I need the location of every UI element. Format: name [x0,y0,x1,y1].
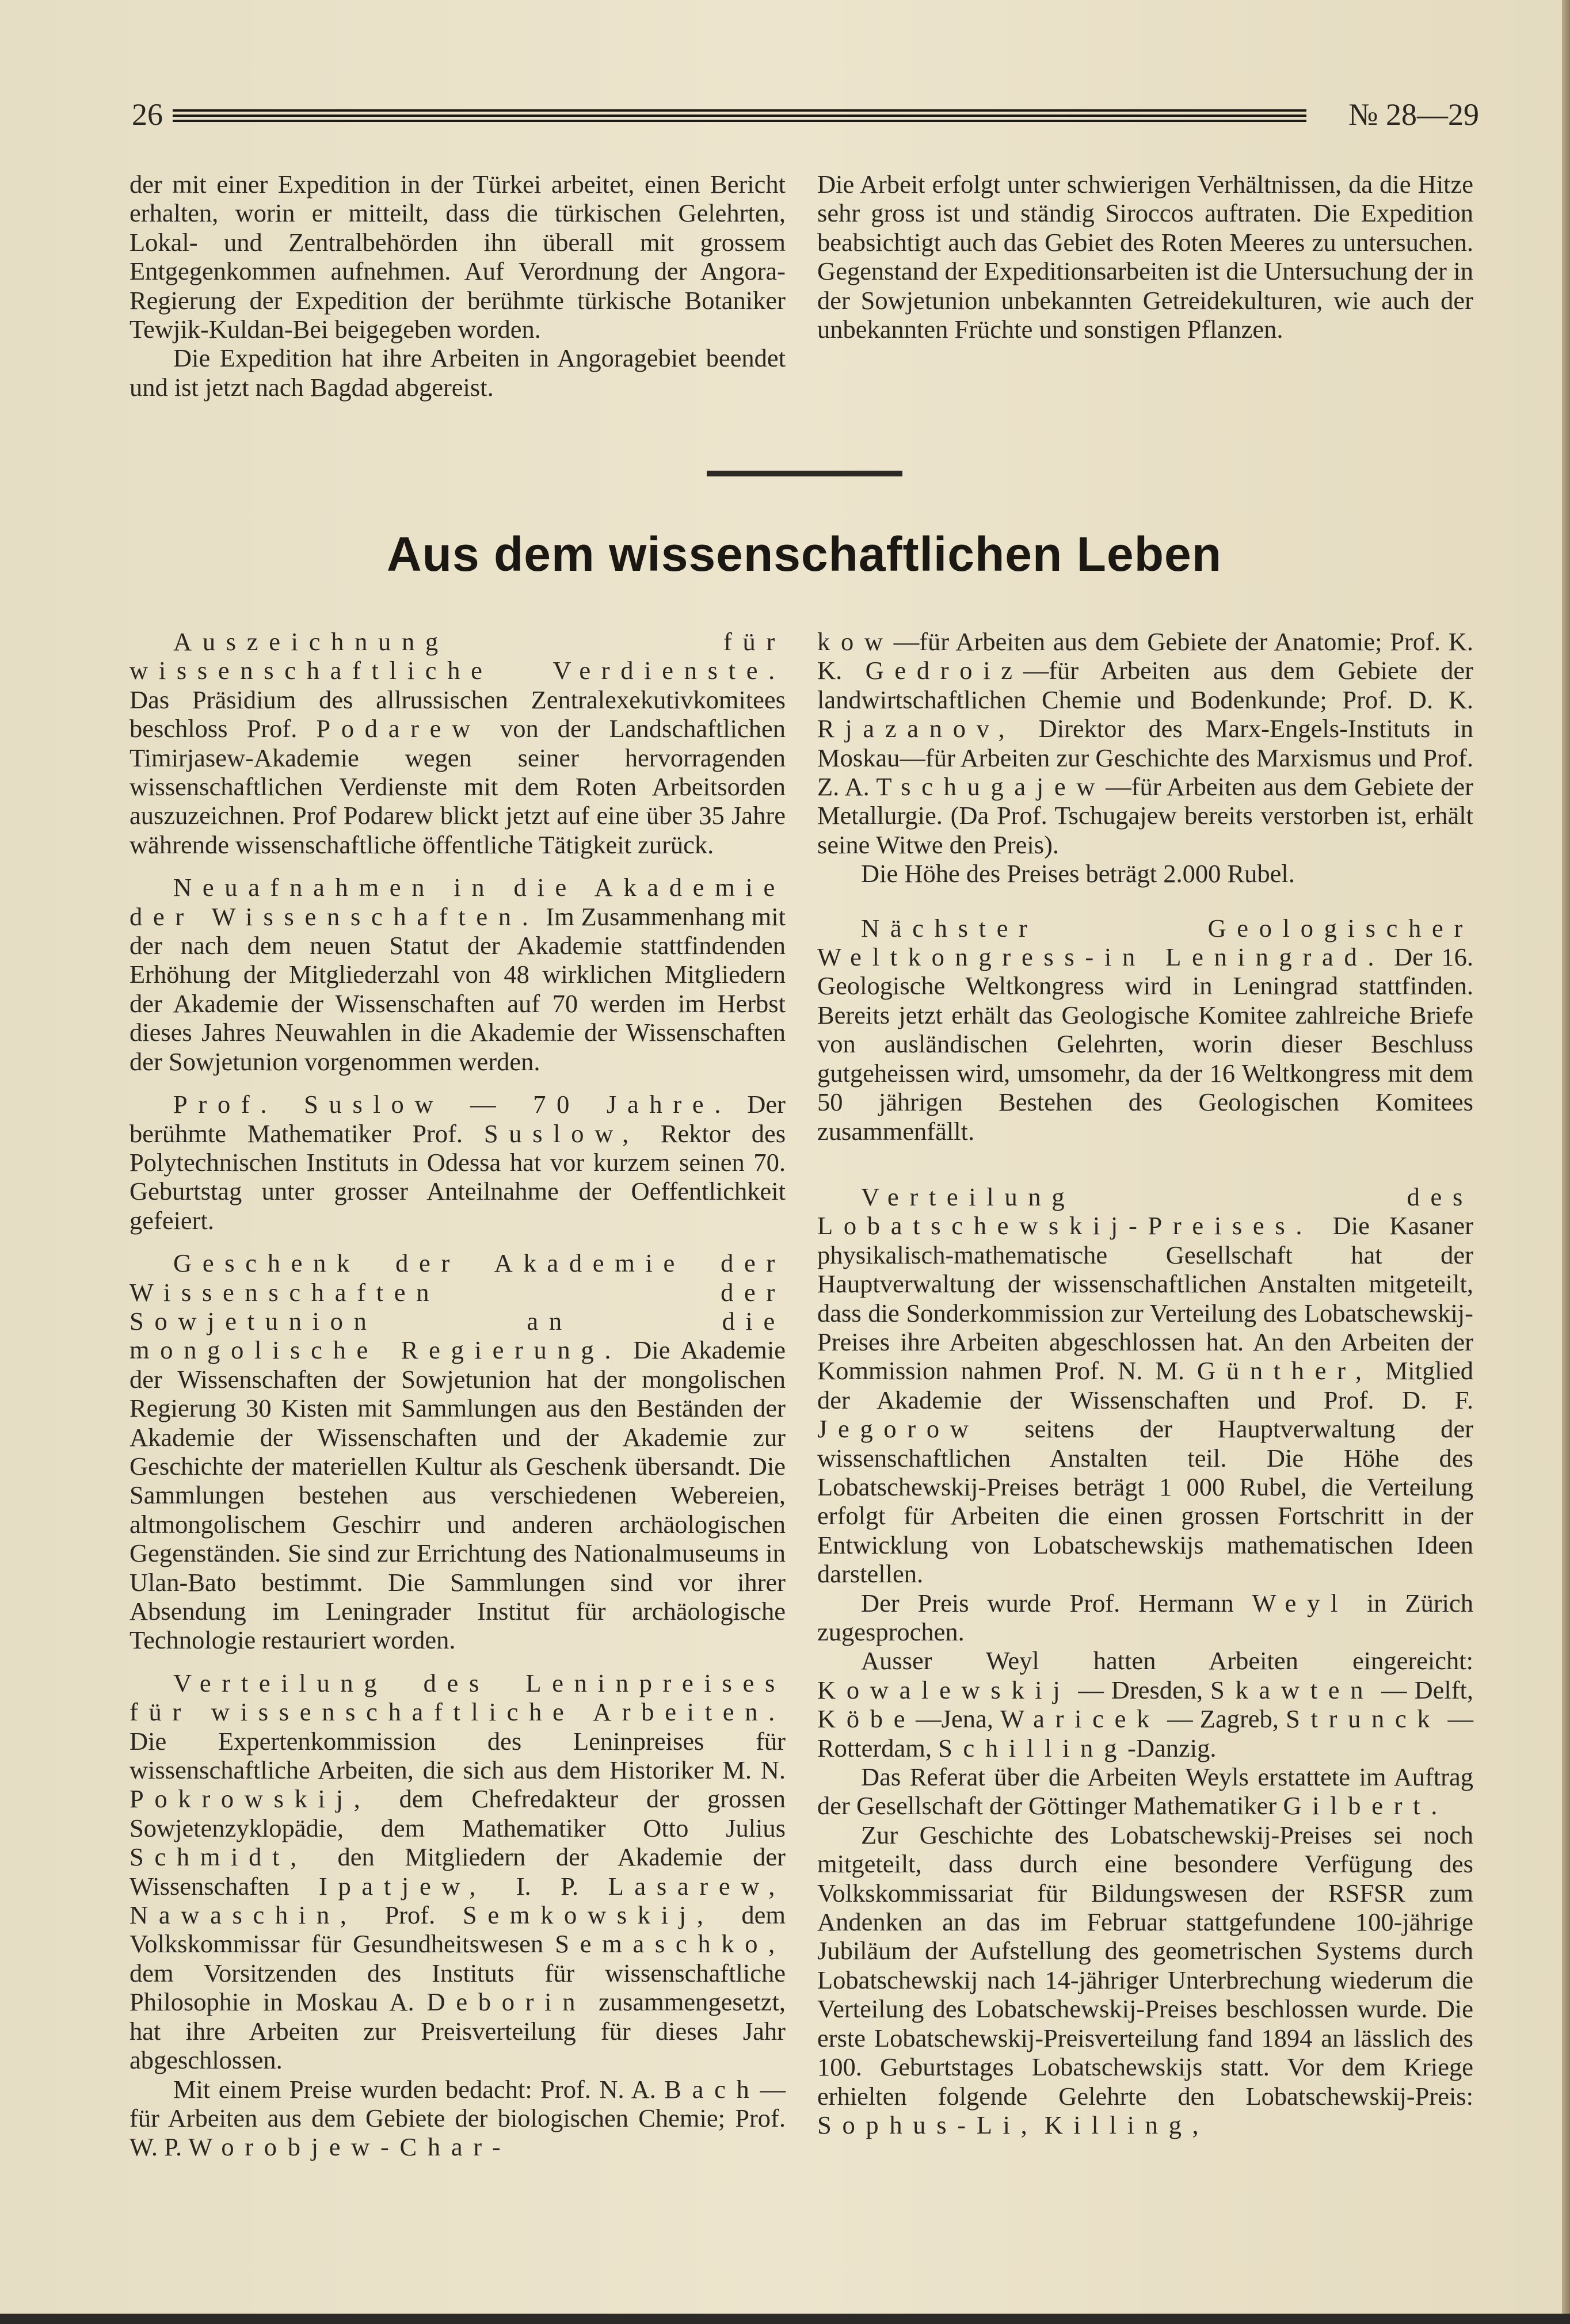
person-name: kow [817,627,894,656]
person-name: Waricek [1000,1704,1160,1734]
article-paragraph: Verteilung des Lobatschewskij-Preises. Die Kasaner physikalisch-mathematische Gesellschaft hat der Hauptverwaltung der wissenschaftlichen Anstalten mitgeteilt, dass die Sonderkommission zur Verteilung des Lobatschewskij-Preises ihre Arbeiten abgeschlossen hat. An den Arbeiten der Kommission nahmen Prof. N. M. Günther, Mitglied der Akademie der Wissenschaften und Prof. D. F. Jegorow seitens der Hauptverwaltung der wissenschaftlichen Anstalten teil. Die Höhe des Lobatschewskij-Preises beträgt 1 000 Rubel, die Verteilung erfolgt für Arbeiten die einen grossen Fortschritt in der Entwicklung von Lobatschewskijs mathematischen Ideen darstellen. [817,1182,1474,1589]
right-column [817,627,1473,2139]
article-paragraph: Auszeichnung für wissenschaftliche Verdienste. Das Präsidium des allrussischen Zentralexekutivkomitees beschloss Prof. Podarew von der Landschaftlichen Timirjasew-Akademie wegen seiner hervorragenden wissenschaftlichen Verdienste mit dem Roten Arbeitsorden auszuzeichnen. Prof Podarew blickt jetzt auf eine über 35 Jahre währende wissenschaftliche öffentliche Tätigkeit zurück. [129,627,786,859]
person-name: Tschugajew [876,772,1106,802]
person-name: Deborin [426,1987,586,2017]
person-name: Lasarew, [608,1871,786,1901]
article-title: Nächster Geologischer Weltkongress-in Leningrad. [817,913,1473,972]
person-name: Schilling [938,1733,1128,1762]
page-header [129,97,1479,137]
article-paragraph: Mit einem Preise wurden bedacht: Prof. N. A. Bach—für Arbeiten aus dem Gebiete der biologischen Chemie; Prof. W. P. Worobjew-Char- [129,2074,786,2162]
person-name: Pokrowskij, [129,1784,371,1814]
person-name: Günther, [1197,1356,1373,1386]
article-paragraph: kow—für Arbeiten aus dem Gebiete der Anatomie; Prof. K. K. Gedroiz—für Arbeiten aus dem Gebiete der landwirtschaftlichen Chemie und Bodenkunde; Prof. D. K. Rjazanov, Direktor des Marx-Engels-Instituts in Moskau—für Arbeiten zur Geschichte des Marxismus und Prof. Z. A. Tschugajew—für Arbeiten aus dem Gebiete der Metallurgie. (Da Prof. Tschugajew bereits verstorben ist, erhält seine Witwe den Preis). [817,627,1474,859]
person-name: Schmidt, [129,1842,307,1872]
section-divider [707,471,902,476]
person-name: Bach [664,2074,760,2104]
person-name: Skawten [1210,1675,1374,1704]
issue-number: № 28—29 [1348,97,1479,132]
person-name: Semkowskij, [462,1901,714,1930]
article-title: Neuafnahmen in die Akademie der Wissenschaften. [129,873,786,931]
section-heading: Aus dem wissenschaftlichen Leben [386,527,1222,581]
article-title: Auszeichnung für wissenschaftliche Verdienste. [129,627,786,685]
person-name: Köbe [817,1704,916,1734]
person-name: Sophus-Li, [817,2110,1038,2139]
article-paragraph: Neuafnahmen in die Akademie der Wissenschaften. Im Zusammenhang mit der nach dem neuen Statut der Akademie stattfindenden Erhöhung der Mitgliederzahl von 48 wirklichen Mitgliedern der Akademie der Wissenschaften auf 70 werden im Herbst dieses Jahres Neuwahlen in die Akademie der Wissenschaften der Sowjetunion vorgenommen werden. [129,873,786,1076]
article-title: Verteilung des Lobatschewskij-Preises. [817,1182,1473,1241]
person-name: Kowalewskij [817,1675,1071,1704]
paragraph: Die Arbeit erfolgt unter schwierigen Verhältnissen, da die Hitze sehr gross ist und ständig Siroccos auftraten. Die Expedition beabsichtigt auch das Gebiet des Roten Meeres zu untersuchen. Gegenstand der Expeditionsarbeiten ist die Untersuchung der in der Sowjetunion unbekannten Getreidekulturen, wie auch der unbekannten Früchte und sonstigen Pflanzen. [817,170,1473,344]
person-name: Jegorow [817,1414,980,1444]
left-column [129,627,786,2162]
person-name: Worobjew-Char- [188,2132,512,2162]
person-name: Ipatjew, [318,1871,487,1901]
article-paragraph: Nächster Geologischer Weltkongress-in Leningrad. Der 16. Geologische Weltkongress wird in Leningrad stattfinden. Bereits jetzt erhält das Geologische Komitee zahlreiche Briefe von ausländischen Gelehrten, worin dieser Beschluss gutgeheissen wird, umsomehr, da der 16 Weltkongress mit dem 50 jährigen Bestehen des Geologischen Komitees zusammenfällt. [817,913,1473,1146]
article-paragraph: Der Preis wurde Prof. Hermann Weyl in Zürich zugesprochen. [817,1588,1474,1646]
person-name: Podarew [316,714,481,743]
article-paragraph: Prof. Suslow — 70 Jahre. Der berühmte Mathematiker Prof. Suslow, Rektor des Polytechnischen Instituts in Odessa hat vor kurzem seinen 70. Geburtstag unter grosser Anteilnahme der Oeffentlichkeit gefeiert. [129,1090,786,1235]
person-name: Rjazanov, [817,714,1016,743]
paragraph: der mit einer Expedition in der Türkei arbeitet, einen Bericht erhalten, worin er mitteilt, dass die türkischen Gelehrten, Lokal- und Zentralbehörden ihn überall mit grossem Entgegenkommen aufnehmen. Auf Verordnung der Angora-Regierung der Expedition der berühmte türkische Botaniker Tewjik-Kuldan-Bei beigegeben worden. [129,170,786,344]
page-number: 26 [132,97,163,132]
person-name: Gedroiz [865,656,1023,685]
paragraph: Die Expedition hat ihre Arbeiten in Angoragebiet beendet und ist jetzt nach Bagdad abgereist. [129,344,786,402]
article-paragraph: Geschenk der Akademie der Wissenschaften der Sowjetunion an die mongolische Regierung. Die Akademie der Wissenschaften der Sowjetunion hat der mongolischen Regierung 30 Kisten mit Sammlungen aus den Beständen der Akademie der Wissenschaften und der Akademie zur Geschichte der materiellen Kultur als Geschenk übersandt. Die Sammlungen bestehen aus verschiedenen Webereien, altmongolischem Geschirr und anderen archäologischen Gegenständen. Sie sind zur Errichtung des Nationalmuseums in Ulan-Bato bestimmt. Die Sammlungen sind vor ihrer Absendung im Leningrader Institut für archäologische Technologie restauriert worden. [129,1249,786,1655]
page-edge [1562,0,1570,2324]
person-name: Killing, [1044,2110,1210,2139]
page-bottom-edge [0,2314,1570,2324]
header-rule [173,109,1306,112]
article-title: Verteilung des Leninpreises für wissenschaftliche Arbeiten. [129,1668,786,1727]
article-paragraph: Verteilung des Leninpreises für wissenschaftliche Arbeiten. Die Expertenkommission des Leninpreises für wissenschaftliche Arbeiten, die sich aus dem Historiker M. N. Pokrowskij, dem Chefredakteur der grossen Sowjetenzyklopädie, dem Mathematiker Otto Julius Schmidt, den Mitgliedern der Akademie der Wissenschaften Ipatjew, I. P. Lasarew, Nawaschin, Prof. Semkowskij, dem Volkskommissar für Gesundheitswesen Semaschko, dem Vorsitzenden des Instituts für wissenschaftliche Philosophie in Moskau A. Deborin zusammengesetzt, hat ihre Arbeiten zur Preisverteilung für dieses Jahr abgeschlossen. [129,1668,786,2075]
person-name: Strunck [1286,1704,1441,1734]
top-right-column [817,170,1473,344]
person-name: Suslow, [483,1119,639,1148]
article-paragraph: Die Höhe des Preises beträgt 2.000 Rubel. [861,859,1295,888]
person-name: Gilbert. [1283,1791,1449,1821]
article-paragraph: Das Referat über die Arbeiten Weyls erstattete im Auftrag der Gesellschaft der Göttinger Mathematiker Gilbert. [817,1762,1473,1821]
top-left-column [129,170,786,402]
article-title: Prof. Suslow — 70 Jahre. [173,1090,732,1119]
person-name: Semaschko, [555,1929,786,1959]
person-name: Weyl [1252,1588,1349,1617]
person-name: Nawaschin, [129,1901,357,1930]
article-title: Geschenk der Akademie der Wissenschaften der Sowjetunion an die mongolische Regierung. [129,1249,786,1365]
article-paragraph: Zur Geschichte des Lobatschewskij-Preises sei noch mitgeteilt, dass durch eine besondere Verfügung des Volkskommissariat für Bildungswesen der RSFSR zum Andenken an das im Februar stattgefundene 100-jährige Jubiläum der Aufstellung des geometrischen Systems durch Lobatschewskij nach 14-jähriger Unterbrechung wiederum die Verteilung des Lobatschewskij-Preises beschlossen wurde. Die erste Lobatschewskij-Preisverteilung fand 1894 an lässlich des 100. Geburtstages Lobatschewskijs statt. Vor dem Kriege erhielten folgende Gelehrte den Lobatschewskij-Preis: Sophus-Li, Killing, [817,1820,1473,2139]
article-paragraph: Ausser Weyl hatten Arbeiten eingereicht: Kowalewskij — Dresden, Skawten — Delft, Köbe—Jena, Waricek — Zagreb, Strunck — Rotterdam, Schilling-Danzig. [817,1646,1474,1762]
